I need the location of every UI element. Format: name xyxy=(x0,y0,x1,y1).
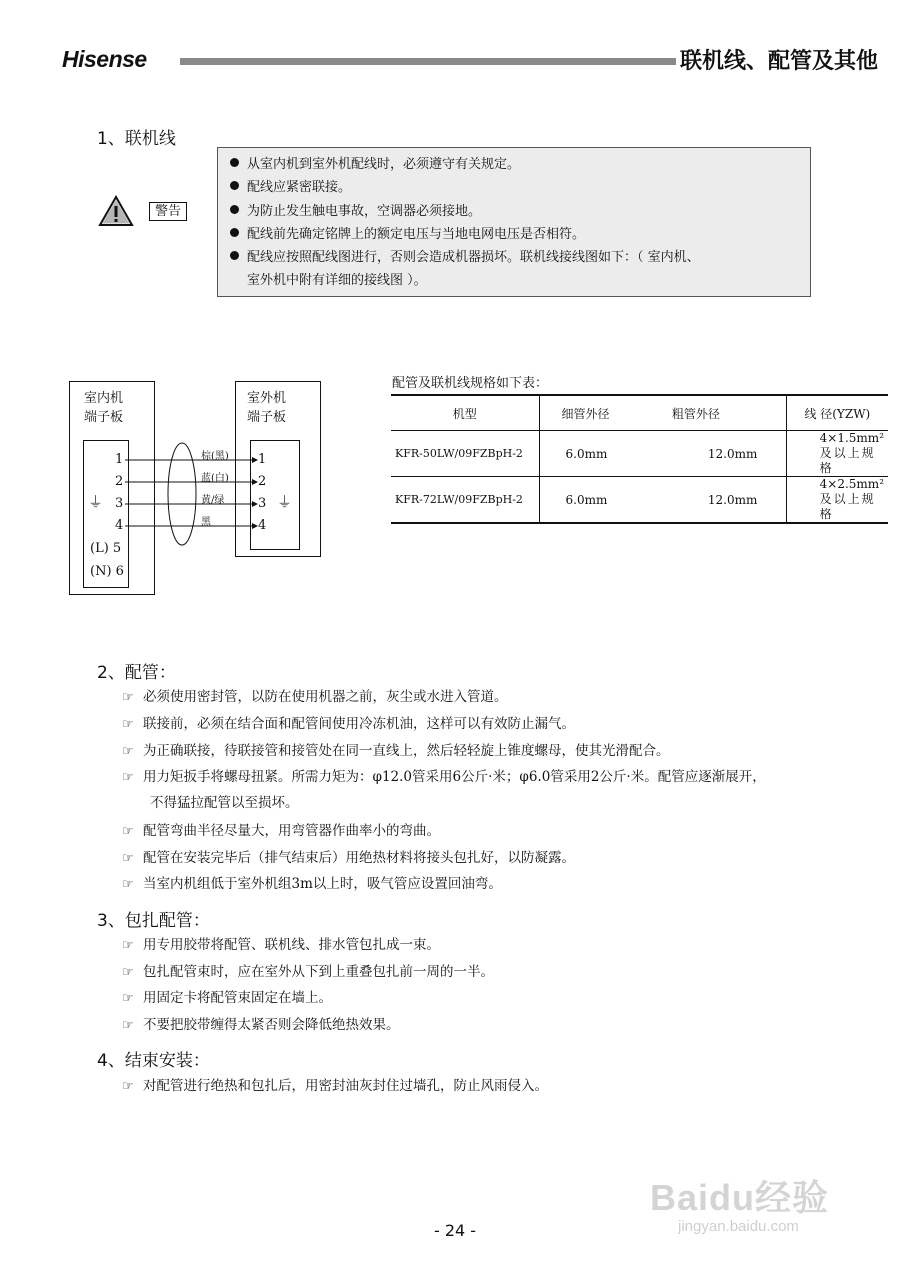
spec-table xyxy=(391,394,888,524)
wire-spec-note: 及以上规格 xyxy=(819,446,876,475)
table-row xyxy=(391,477,888,524)
table-cell-wire xyxy=(786,477,888,524)
list-item: ☞ 对配管进行绝热和包扎后，用密封油灰封住过墙孔，防止风雨侵入。 xyxy=(122,1076,548,1097)
indoor-terminal-live: (L) 5 xyxy=(90,541,122,556)
warning-triangle-icon xyxy=(98,195,134,227)
warning-item: 为防止发生触电事故，空调器必须接地。 xyxy=(230,202,481,222)
indoor-terminal-neutral: (N) 6 xyxy=(90,564,124,579)
bullet-dot-icon xyxy=(230,205,239,214)
table-cell-thin: 6.0mm xyxy=(539,431,668,477)
list-item: ☞ 联接前，必须在结合面和配管间使用冷冻机油，这样可以有效防止漏气。 xyxy=(122,714,575,735)
indoor-terminal: 2 xyxy=(115,474,124,489)
list-item: ☞ 必须使用密封管，以防在使用机器之前，灰尘或水进入管道。 xyxy=(122,687,508,708)
warning-label: 警告 xyxy=(149,202,187,221)
outdoor-terminal: 4 xyxy=(258,518,267,533)
warning-box xyxy=(217,147,811,297)
indoor-terminal: 1 xyxy=(115,452,124,467)
brand-logo: Hisense xyxy=(62,46,147,72)
pointing-hand-icon: ☞ xyxy=(122,851,134,866)
bullet-dot-icon xyxy=(230,251,239,260)
table-header-cell: 机型 xyxy=(391,395,539,431)
pointing-hand-icon: ☞ xyxy=(122,965,134,980)
warning-item: 配线应紧密联接。 xyxy=(230,178,351,198)
wire-spec: 4×1.5mm² xyxy=(819,431,884,445)
pointing-hand-icon: ☞ xyxy=(122,938,134,953)
list-item: ☞ 当室内机组低于室外机组3m以上时，吸气管应设置回油弯。 xyxy=(122,874,502,895)
wire-color-label: 蓝(白) xyxy=(201,473,229,484)
pointing-hand-icon: ☞ xyxy=(122,877,134,892)
table-header-cell: 细管外径 xyxy=(539,395,668,431)
section3-heading: 3、包扎配管： xyxy=(97,911,210,931)
list-item: ☞ 包扎配管束时，应在室外从下到上重叠包扎前一周的一半。 xyxy=(122,962,494,983)
table-header-row xyxy=(391,395,888,431)
list-item-continued: 不得猛拉配管以至损坏。 xyxy=(150,795,299,811)
wire-color-label: 黄/绿 xyxy=(201,495,225,506)
wire-color-label: 黑 xyxy=(201,517,211,528)
pointing-hand-icon: ☞ xyxy=(122,991,134,1006)
ground-icon: ⏚ xyxy=(88,493,104,511)
table-header-cell: 粗管外径 xyxy=(668,395,786,431)
outdoor-terminal: 2 xyxy=(258,474,267,489)
wire-spec: 4×2.5mm² xyxy=(819,477,884,491)
table-row xyxy=(391,431,888,477)
pointing-hand-icon: ☞ xyxy=(122,824,134,839)
indoor-terminal: 4 xyxy=(115,518,124,533)
indoor-title-2: 端子板 xyxy=(84,410,124,425)
watermark-url: jingyan.baidu.com xyxy=(678,1218,799,1235)
list-item: ☞ 配管弯曲半径尽量大，用弯管器作曲率小的弯曲。 xyxy=(122,821,440,842)
table-header-cell: 线 径(YZW) xyxy=(786,395,888,431)
pointing-hand-icon: ☞ xyxy=(122,770,134,785)
ground-icon: ⏚ xyxy=(277,493,293,511)
list-item: ☞ 用固定卡将配管束固定在墙上。 xyxy=(122,988,332,1009)
list-item: ☞ 为正确联接，待联接管和接管处在同一直线上，然后轻轻旋上锥度螺母，使其光滑配合。 xyxy=(122,741,670,762)
warning-item-continued: 室外机中附有详细的接线图 ）。 xyxy=(247,273,427,288)
warning-item: 配线前先确定铭牌上的额定电压与当地电网电压是否相符。 xyxy=(230,225,585,245)
pointing-hand-icon: ☞ xyxy=(122,717,134,732)
pointing-hand-icon: ☞ xyxy=(122,690,134,705)
warning-item: 从室内机到室外机配线时，必须遵守有关规定。 xyxy=(230,155,520,175)
pointing-hand-icon: ☞ xyxy=(122,1018,134,1033)
wire-spec-note: 及以上规格 xyxy=(819,492,876,521)
bullet-dot-icon xyxy=(230,181,239,190)
table-caption: 配管及联机线规格如下表： xyxy=(392,376,549,391)
bullet-dot-icon xyxy=(230,158,239,167)
table-cell-model: KFR-72LW/09FZBpH-2 xyxy=(391,477,539,524)
watermark-logo: Baidu经验 xyxy=(650,1177,830,1218)
page-number: - 24 - xyxy=(433,1221,477,1240)
outdoor-title-2: 端子板 xyxy=(247,410,287,425)
table-cell-model: KFR-50LW/09FZBpH-2 xyxy=(391,431,539,477)
warning-item: 配线应按照配线图进行，否则会造成机器损坏。联机线接线图如下：（ 室内机、 xyxy=(230,248,700,268)
table-cell-wire xyxy=(786,431,888,477)
pointing-hand-icon: ☞ xyxy=(122,1079,134,1094)
outdoor-terminal: 1 xyxy=(258,452,267,467)
section1-heading: 1、联机线 xyxy=(97,129,176,149)
outdoor-terminal: 3 xyxy=(258,496,267,511)
indoor-title-1: 室内机 xyxy=(84,391,124,406)
indoor-terminal: 3 xyxy=(115,496,124,511)
wire-lines xyxy=(120,440,260,550)
bullet-dot-icon xyxy=(230,228,239,237)
pointing-hand-icon: ☞ xyxy=(122,744,134,759)
table-cell-thick: 12.0mm xyxy=(668,431,786,477)
list-item: ☞ 不要把胶带缠得太紧否则会降低绝热效果。 xyxy=(122,1015,400,1036)
page-title: 联机线、配管及其他 xyxy=(680,48,879,74)
list-item: ☞ 用力矩扳手将螺母扭紧。所需力矩为：φ12.0管采用6公斤·米；φ6.0管采用2公斤·米。配管应逐渐展开， xyxy=(122,767,766,788)
list-item: ☞ 配管在安装完毕后（排气结束后）用绝热材料将接头包扎好，以防凝露。 xyxy=(122,848,575,869)
list-item: ☞ 用专用胶带将配管、联机线、排水管包扎成一束。 xyxy=(122,935,440,956)
outdoor-title-1: 室外机 xyxy=(247,391,287,406)
section2-heading: 2、配管： xyxy=(97,663,176,683)
table-cell-thin: 6.0mm xyxy=(539,477,668,524)
wire-color-label: 棕(黑) xyxy=(201,451,229,462)
section4-heading: 4、结束安装： xyxy=(97,1051,210,1071)
table-cell-thick: 12.0mm xyxy=(668,477,786,524)
header-rule xyxy=(180,58,676,65)
